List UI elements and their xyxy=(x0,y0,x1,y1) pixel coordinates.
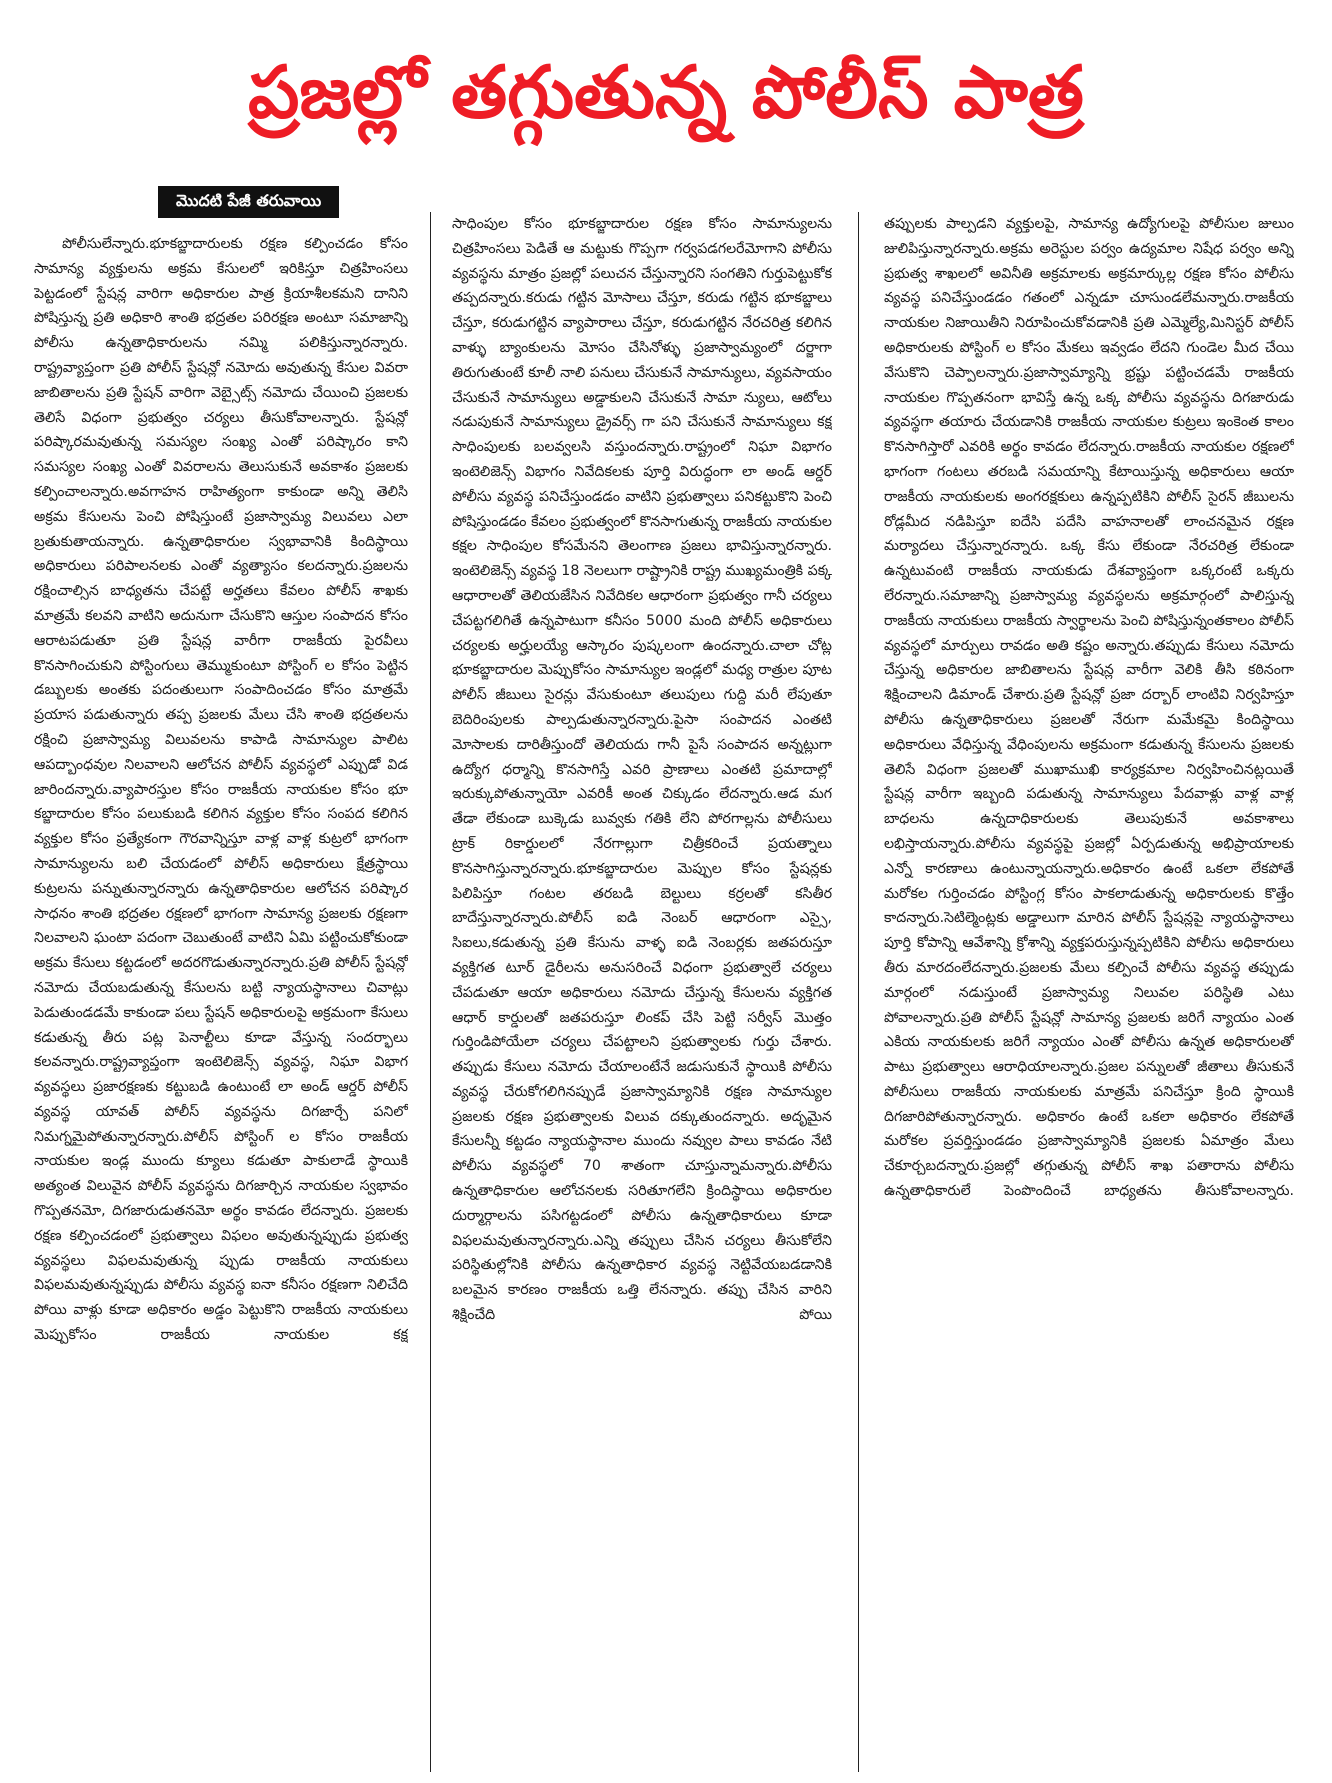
continuation-label: మొదటి పేజీ తరువాయి xyxy=(158,186,339,218)
article-column-2 xyxy=(452,212,832,1777)
column-text: సాధింపుల కోసం భూకబ్జాదారుల రక్షణ కోసం సామాన్యులను చిత్రహింసలు పెడితే ఆ మట్టుకు గొప్పగా గర్వపడగలరేమోగాని పోలీసు వ్యవస్థను మాత్రం ప్రజల్లో పలుచన చేస్తున్నారని సంగతిని గుర్తుపెట్టుకోక తప్పదన్నారు.కరుడు గట్టిన మోసాలు చేస్తూ, కరుడు గట్టిన భూకబ్జాలు చేస్తూ, కరుడుగట్టిన వ్యాపారాలు చేస్తూ, కరుడుగట్టిన నేరచరిత్ర కలిగిన వాళ్ళు బ్యాంకులను మోసం చేసినోళ్ళు ప్రజాస్వామ్యంలో దర్జాగా తిరుగుతుంటే కూలీ నాలి పనులు చేసుకునే సామాన్యులు, వ్యవసాయం చేసుకునే సామాన్యులు అడ్డాకులని చేసుకునే సామా న్యులు, ఆటోలు నడుపుకునే సామాన్యులు డ్రైవర్స్ గా పని చేసుకునే సామాన్యులు కక్ష సాధింపులకు బలవ్వలసి వస్తుందన్నారు.రాష్ట్రంలో నిఘా విభాగం ఇంటెలిజెన్స్ విభాగం నివేదికలకు పూర్తి విరుద్ధంగా లా అండ్ ఆర్డర్ పోలీసు వ్యవస్థ పనిచేస్తుండడం వాటిని ప్రభుత్వాలు పనికట్టుకొని పెంచి పోషిస్తుండడం కేవలం ప్రభుత్వంలో కొనసాగుతున్న రాజకీయ నాయకుల కక్షల సాధింపుల కోసమేనని తెలంగాణ ప్రజలు భావిస్తున్నారన్నారు. ఇంటెలిజెన్స్ వ్యవస్థ 18 నెలలుగా రాష్ట్రానికి రాష్ట్ర ముఖ్యమంత్రికి పక్క ఆధారాలతో తెలియజేసిన నివేదికల ఆధారంగా ప్రభుత్వం గానీ చర్యలు చేపట్టగలిగితే ఉన్నపాటుగా కనీసం 5000 మంది పోలీస్ అధికారులు చర్యలకు అర్హులయ్యే ఆస్కారం పుష్కలంగా ఉందన్నారు.చాలా చోట్ల భూకబ్జాదారుల మెప్పుకోసం సామాన్యుల ఇండ్లలో మధ్య రాత్రుల పూట పోలీస్ జీబులు సైరన్లు వేసుకుంటూ తలుపులు గుద్ది మరీ లేపుతూ బెదిరింపులకు పాల్పడుతున్నారన్నారు.పైసా సంపాదన ఎంతటి మోసాలకు దారితీస్తుందో తెలియదు గానీ పైసే సంపాదన అన్నట్లుగా ఉద్యోగ ధర్మాన్ని కొనసాగిస్తే ఎవరి ప్రాణాలు ఎంతటి ప్రమాదాల్లో ఇరుక్కుపోతున్నాయో ఎవరికీ అంత చిక్కుడం లేదన్నారు.ఆడ మగ తేడా లేకుండా బుక్కెడు బువ్వకు గతికి లేని పోరగాల్లను పోలీసులు ట్రాక్ రికార్డులలో నేరగాల్లుగా చిత్రీకరించే ప్రయత్నాలు కొనసాగిస్తున్నారన్నారు.భూకబ్జాదారుల మెప్పుల కోసం స్టేషన్లకు పిలిపిస్తూ గంటల తరబడి బెల్టులు కర్రలతో కసితీర బాదేస్తున్నారన్నారు.పోలీస్ ఐడి నెంబర్ ఆధారంగా ఎస్సై, సిఐలు,కడుతున్న ప్రతి కేసును వాళ్ళ ఐడి నెంబర్లకు జతపరుస్తూ వ్యక్తిగత టూర్ డైరీలను అనుసరించే విధంగా ప్రభుత్వాలే చర్యలు చేపడుతూ ఆయా అధికారులు నమోదు చేస్తున్న కేసులను వ్యక్తిగత ఆధార్ కార్డులతో జతపరుస్తూ లింకప్ చేసి పెట్టి సర్వీస్ మొత్తం గుర్తిండిపోయేలా చర్యలు చేపట్టాలని ప్రభుత్వాలకు గుర్తు చేశారు. తప్పుడు కేసులు నమోదు చేయాలంటేనే జడుసుకునే స్థాయికి పోలీసు వ్యవస్థ చేరుకోగలిగినప్పుడే ప్రజాస్వామ్యానికి రక్షణ సామాన్యుల ప్రజలకు రక్షణ ప్రభుత్వాలకు విలువ దక్కుతుందన్నారు. అదృమైన కేసులన్నీ కట్టడం న్యాయస్థానాల ముందు నవ్వుల పాలు కావడం నేటి పోలీసు వ్యవస్థలో 70 శాతంగా చూస్తున్నామన్నారు.పోలీసు ఉన్నతాధికారుల ఆలోచనలకు సరితూగలేని క్రిందిస్థాయి అధికారుల దుర్మార్గాలను పసిగట్టడంలో పోలీసు ఉన్నతాధికారులు కూడా విఫలమవుతున్నారన్నారు.ఎన్ని తప్పులు చేసిన చర్యలు తీసుకోలేని పరిస్థితుల్లోనికి పోలీసు ఉన్నతాధికార వ్యవస్థ నెట్టివేయబడడానికి బలమైన కారణం రాజకీయ ఒత్తి లేనన్నారు. తప్పు చేసిన వారిని శిక్షించేది పోయి xyxy=(452,216,832,1324)
column-text: పోలీసులేన్నారు.భూకబ్జాదారులకు రక్షణ కల్పించడం కోసం సామాన్య వ్యక్తులను అక్రమ కేసులలో ఇరికిస్తూ చిత్రహింసలు పెట్టడంలో స్టేషన్ల వారిగా అధికారుల పాత్ర క్రియాశీలకమని దానిని పోషిస్తున్న ప్రతి అధికారి శాంతి భద్రతల పరిరక్షణ అంటూ సమాజాన్ని పోలీసు ఉన్నతాధికారులను నమ్మి పలికిస్తున్నారన్నారు. రాష్ట్రవ్యాప్తంగా ప్రతి పోలీస్ స్టేషన్లో నమోదు అవుతున్న కేసుల వివరా జాబితాలను ప్రతి స్టేషన్ వారిగా వెబ్సైట్స్ నమోదు చేయించి ప్రజలకు తెలిసే విధంగా ప్రభుత్వం చర్యలు తీసుకోవాలన్నారు. స్టేషన్లో పరిష్కారమవుతున్న సమస్యల సంఖ్య ఎంతో పరిష్కారం కాని సమస్యల సంఖ్య ఎంతో వివరాలను తెలుసుకునే అవకాశం ప్రజలకు కల్పించాలన్నారు.అవగాహన రాహిత్యంగా కాకుండా అన్ని తెలిసి అక్రమ కేసులను పెంచి పోషిస్తుంటే ప్రజాస్వామ్య విలువలు ఎలా బ్రతుకుతాయన్నారు. ఉన్నతాధికారుల స్వభావానికి కిందిస్థాయి అధికారులు పరిపాలనలకు ఎంతో వ్యత్యాసం కలదన్నారు.ప్రజలను రక్షించాల్సిన బాధ్యతను చేపట్టే అర్హతలు కేవలం పోలీస్ శాఖకు మాత్రమే కలవని వాటిని అదునుగా చేసుకొని ఆస్తుల సంపాదన కోసం ఆరాటపడుతూ ప్రతి స్టేషన్ల వారీగా రాజకీయ పైరవీలు కొనసాగించుకుని పోస్టింగులు తెమ్ముకుంటూ పోస్టింగ్ ల కోసం పెట్టిన డబ్బులకు అంతకు పదంతులుగా సంపాదించడం కోసం మాత్రమే ప్రయాస పడుతున్నారు తప్ప ప్రజలకు మేలు చేసి శాంతి భద్రతలను రక్షించి ప్రజాస్వామ్య విలువలను కాపాడి సామాన్యుల పాలిట ఆపద్బాంధవుల నిలవాలని ఆలోచన పోలీస్ వ్యవస్థలో ఎప్పుడో విడ జారిందన్నారు.వ్యాపారస్తుల కోసం రాజకీయ నాయకుల కోసం భూ కబ్జాదారుల కోసం పలుకుబడి కలిగిన వ్యక్తుల కోసం సంపద కలిగిన వ్యక్తుల కోసం ప్రత్యేకంగా గౌరవాన్నిస్తూ వాళ్ల వాళ్ల కుట్రలో భాగంగా సామాన్యులను బలి చేయడంలో పోలీస్ అధికారులు క్షేత్రస్థాయి కుట్రలను పన్నుతున్నారన్నారు ఉన్నతాధికారుల ఆలోచన పరిష్కార సాధనం శాంతి భద్రతల రక్షణలో భాగంగా సామాన్య ప్రజలకు రక్షణగా నిలవాలని ఘంటా పదంగా చెబుతుంటే వాటిని ఏమి పట్టించుకోకుండా అక్రమ కేసులు కట్టడంలో అదరగొడుతున్నారన్నారు.ప్రతి పోలీస్ స్టేషన్లో నమోదు చేయబడుతున్న కేసులను బట్టి న్యాయస్థానాలు చివాట్లు పెడుతుండడమే కాకుండా పలు స్టేషన్ అధికారులపై అక్రమంగా కేసులు కడుతున్న తీరు పట్ల పెనాల్టీలు కూడా వేస్తున్న సందర్భాలు కలవన్నారు.రాష్ట్రవ్యాప్తంగా ఇంటెలిజెన్స్ వ్యవస్థ, నిఘా విభాగ వ్యవస్థలు ప్రజారక్షణకు కట్టుబడి ఉంటుంటే లా అండ్ ఆర్డర్ పోలీస్ వ్యవస్థ యావత్ పోలీస్ వ్యవస్థను దిగజార్చే పనిలో నిమగ్నమైపోతున్నారన్నారు.పోలీస్ పోస్టింగ్ ల కోసం రాజకీయ నాయకుల ఇండ్ల ముందు క్యూలు కడుతూ పాకులాడే స్థాయికి అత్యంత విలువైన పోలీస్ వ్యవస్థను దిగజార్చిన నాయకుల స్వభావం గొప్పతనమో, దిగజారుడుతనమో అర్థం కావడం లేదన్నారు. ప్రజలకు రక్షణ కల్పించడంలో ప్రభుత్వాలు విఫలం అవుతున్నప్పుడు ప్రభుత్వ వ్యవస్థలు విఫలమవుతున్న ప్పుడు రాజకీయ నాయకులు విఫలమవుతున్నప్పుడు పోలీసు వ్యవస్థ ఐనా కనీసం రక్షణగా నిలిచేది పోయి వాళ్లు కూడా అధికారం అడ్డం పెట్టుకొని రాజకీయ నాయకులు మెప్పుకోసం రాజకీయ నాయకుల కక్ష xyxy=(34,236,408,1344)
article-column-3 xyxy=(884,212,1294,1777)
article-column-1 xyxy=(34,232,408,1777)
column-text: తప్పులకు పాల్పడని వ్యక్తులపై, సామాన్య ఉద్యోగులపై పోలీసుల జులుం జులిపిస్తున్నారన్నారు.అక్రమ అరెస్టుల పర్వం ఉద్యమాల నిషేధ పర్వం అన్ని ప్రభుత్వ శాఖలలో అవినీతి అక్రమాలకు అక్రమార్కుల్ల రక్షణ కోసం పోలీసు వ్యవస్థ పనిచేస్తుండడం గతంలో ఎన్నడూ చూసుండలేమన్నారు.రాజకీయ నాయకుల నిజాయితీని నిరూపించుకోవడానికి ప్రతి ఎమ్మెల్యే,మినిస్టర్ పోలీస్ అధికారులకు పోస్టింగ్ ల కోసం మేకలు ఇవ్వడం లేదని గుండెల మీద చేయి వేసుకొని చెప్పాలన్నారు.ప్రజాస్వామ్యాన్ని భ్రష్టు పట్టించడమే రాజకీయ నాయకుల గొప్పతనంగా భావిస్తే ఉన్న ఒక్క పోలీసు వ్యవస్థను దిగజారుడు వ్యవస్థగా తయారు చేయడానికి రాజకీయ నాయకుల కుట్రలు ఇంకెంత కాలం కొనసాగిస్తారో ఎవరికి అర్థం కావడం లేదన్నారు.రాజకీయ నాయకుల రక్షణలో భాగంగా గంటలు తరబడి సమయాన్ని కేటాయిస్తున్న అధికారులు ఆయా రాజకీయ నాయకులకు అంగరక్షకులు ఉన్నప్పటికిని పోలీస్ సైరన్ జీబులను రోడ్లమీద నడిపిస్తూ ఐదేసి పదేసి వాహనాలతో లాంచనమైన రక్షణ మర్యాదలు చేస్తున్నారన్నారు. ఒక్క కేసు లేకుండా నేరచరిత్ర లేకుండా ఉన్నటువంటి రాజకీయ నాయకుడు దేశవ్యాప్తంగా ఒక్కరంటే ఒక్కరు లేరన్నారు.సమాజాన్ని ప్రజాస్వామ్య వ్యవస్థలను అక్రమార్గంలో పాలిస్తున్న రాజకీయ నాయకులు రాజకీయ స్వార్థాలను పెంచి పోషిస్తున్నంతకాలం పోలీస్ వ్యవస్థలో మార్పులు రావడం అతి కష్టం అన్నారు.తప్పుడు కేసులు నమోదు చేస్తున్న అధికారుల జాబితాలను స్టేషన్ల వారీగా వెలికి తీసి కఠినంగా శిక్షించాలని డిమాండ్ చేశారు.ప్రతి స్టేషన్లో ప్రజా దర్బార్ లాంటివి నిర్వహిస్తూ పోలీసు ఉన్నతాధికారులు ప్రజలతో నేరుగా మమేకమై కిందిస్థాయి అధికారులు వేధిస్తున్న వేధింపులను అక్రమంగా కడుతున్న కేసులను ప్రజలకు తెలిసే విధంగా ప్రజలతో ముఖాముఖి కార్యక్రమాల నిర్వహించినట్లయితే స్టేషన్ల వారీగా ఇబ్బంది పడుతున్న సామాన్యులు పేదవాళ్లు వాళ్ల వాళ్ల బాధలను ఉన్నదాధికారులకు తెలుపుకునే అవకాశాలు లభిస్తాయన్నారు.పోలీసు వ్యవస్థపై ప్రజల్లో ఏర్పడుతున్న అభిప్రాయాలకు ఎన్నో కారణాలు ఉంటున్నాయన్నారు.అధికారం ఉంటే ఒకలా లేకపోతే మరోకల గుర్తించడం పోస్టింగ్ల కోసం పాకలాడుతున్న అధికారులకు కొత్తేం కాదన్నారు.సెటిల్మెంట్లకు అడ్డాలుగా మారిన పోలీస్ స్టేషన్లపై న్యాయస్థానాలు పూర్తి కోపాన్ని ఆవేశాన్ని క్రోశాన్ని వ్యక్తపరుస్తున్నప్పటికిని పోలీసు అధికారులు తీరు మారదంలేదన్నారు.ప్రజలకు మేలు కల్పించే పోలీసు వ్యవస్థ తప్పుడు మార్గంలో నడుస్తుంటే ప్రజాస్వామ్య నిలువల పరిస్థితి ఎటు పోవాలన్నారు.ప్రతి పోలీస్ స్టేషన్లో సామాన్య ప్రజలకు జరిగే న్యాయం ఎంత ఎకియ నాయకులకు జరిగే న్యాయం ఎంతో పోలీసు ఉన్నత అధికారులతో పాటు ప్రభుత్వాలు ఆరాధియాలన్నారు.ప్రజల పన్నులతో జీతాలు తీసుకునే పోలీసులు రాజకీయ నాయకులకు మాత్రమే పనిచేస్తూ క్రింది స్థాయికి దిగజారిపోతున్నారన్నారు. అధికారం ఉంటే ఒకలా అధికారం లేకపోతే మరోకల ప్రవర్తిస్తుండడం ప్రజాస్వామ్యానికి ప్రజలకు ఏమాత్రం మేలు చేకూర్చబదన్నారు.ప్రజల్లో తగ్గుతున్న పోలీస్ శాఖ పతారాను పోలీసు ఉన్నతాధికారులే పెంపొందించే బాధ్యతను తీసుకోవాలన్నారు. xyxy=(884,216,1294,1200)
column-rule xyxy=(430,212,431,1772)
headline: ప్రజల్లో తగ్గుతున్న పోలీస్ పాత్ర xyxy=(248,50,1084,134)
column-rule xyxy=(858,212,859,1772)
